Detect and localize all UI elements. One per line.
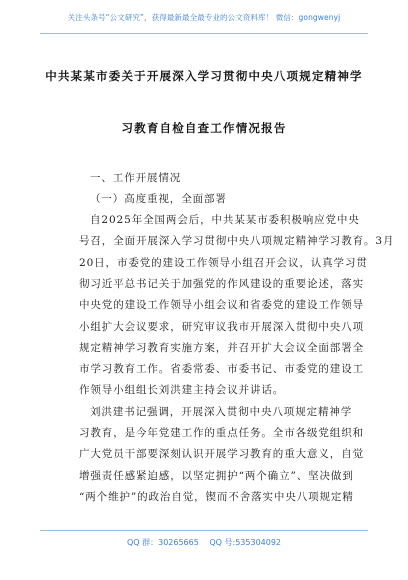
paragraph-line: 20日，市委党的建设工作领导小组召开会议，认真学习贯 (79, 257, 368, 269)
paragraph-line: 号召，全面开展深入学习贯彻中央八项规定精神学习教育。3月 (79, 235, 395, 247)
paragraph-line: 习教育，是今年党建工作的重点任务。全市各级党组织和 (79, 427, 364, 439)
paragraph-line: 规定精神学习教育实施方案，并召开扩大会议全面部署全 (79, 342, 364, 354)
paragraph-line: 中央党的建设工作领导小组会议和省委党的建设工作领导 (79, 299, 364, 311)
paragraph-line: 作领导小组组长刘洪建主持会议并讲话。 (79, 384, 285, 396)
footer (0, 537, 408, 548)
header-divider (40, 33, 368, 34)
document-title-line2: 习教育自检自查工作情况报告 (121, 121, 287, 135)
footer-divider (40, 530, 368, 531)
paragraph-line: 彻习近平总书记关于加强党的作风建设的重要论述，落实 (79, 278, 364, 290)
section-heading: 一、工作开展情况 (90, 172, 182, 184)
header-banner: 关注头条号“公文研究”，获得最新最全最专业的公文资料库！ 微信：gongwenyj (67, 13, 341, 22)
paragraph-line: 市学习教育工作。省委常委、市委书记、市委党的建设工 (79, 363, 364, 375)
paragraph-line: 刘洪建书记强调，开展深入贯彻中央八项规定精神学 (90, 406, 353, 418)
paragraph-line: 广大党员干部要深刻认识开展学习教育的重大意义，自觉 (79, 448, 364, 460)
paragraph-line: “两个维护”的政治自觉，锲而不舍落实中央八项规定精 (79, 491, 354, 503)
paragraph-line: 增强责任感紧迫感，以坚定拥护“两个确立”、坚决做到 (79, 470, 354, 482)
paragraph-line: 自2025年全国两会后，中共某某市委积极响应党中央 (90, 214, 360, 226)
footer-qq-number: QQ 号:535304092 (209, 538, 282, 547)
subsection-heading: （一）高度重视，全面部署 (90, 193, 227, 205)
document-title-line1: 中共某某市委关于开展深入学习贯彻中央八项规定精神学 (45, 69, 363, 83)
paragraph-line: 小组扩大会议要求，研究审议我市开展深入贯彻中央八项 (79, 321, 364, 333)
footer-qq-group: QQ 群：30265665 (126, 538, 199, 547)
